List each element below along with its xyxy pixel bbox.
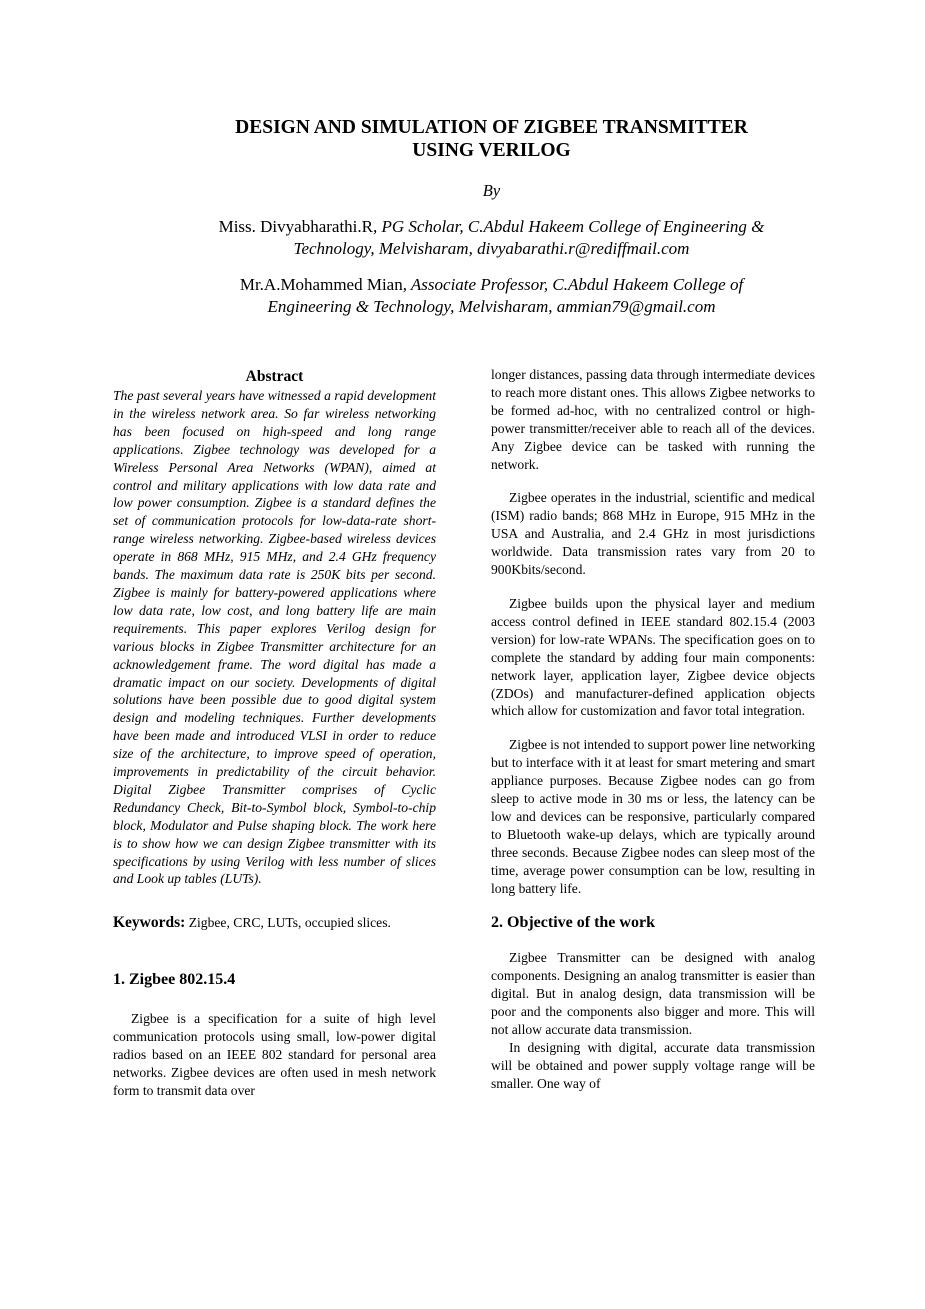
section-2-paragraph-2: In designing with digital, accurate data transmission will be obtained and power supply voltage range will be smaller. One way of bbox=[491, 1040, 815, 1091]
paper-title bbox=[0, 116, 925, 162]
keywords-label: Keywords: bbox=[113, 914, 186, 932]
abstract-text: The past several years have witnessed a rapid development in the wireless network area. So far wireless networking has been focused on high-speed and long range applications. Zigbee technology was developed for a Wireless Personal Area Networks (WPAN), aimed at control and military applications with low data rate and low power consumption. Zigbee is a standard defines the set of communication protocols for low-data-rate short-range wireless networking. Zigbee-based wireless devices operate in 868 MHz, 915 MHz, and 2.4 GHz frequency bands. The maximum data rate is 250K bits per second. Zigbee is mainly for battery-powered applications where low data rate, low cost, and long battery life are main requirements. This paper explores Verilog design for various blocks in Zigbee Transmitter architecture for an acknowledgement frame. The word digital has made a dramatic impact on our society. Developments of digital solutions have been possible due to good digital system design and modeling techniques. Further developments have been made and introduced VLSI in order to reduce size of the architecture, to improve speed of operation, improvements in predictability of the circuit behavior. Digital Zigbee Transmitter comprises of Cyclic Redundancy Check, Bit-to-Symbol block, Symbol-to-chip block, Modulator and Pulse shaping block. The work here is to show how we can design Zigbee transmitter with its specifications by using Verilog with less number of slices and Look up tables (LUTs). bbox=[113, 388, 436, 887]
section-1-body: Zigbee is a specification for a suite of high level communication protocols using small, low-power digital radios based on an IEEE 802 standard for personal area networks. Zigbee devices are often used in mesh network form to transmit data over bbox=[113, 1011, 436, 1098]
author-affiliation-1b: Technology, Melvisharam, divyabarathi.r@rediffmail.com bbox=[293, 239, 690, 258]
right-column bbox=[491, 366, 815, 1093]
left-column bbox=[113, 367, 436, 1100]
keywords-text: Zigbee, CRC, LUTs, occupied slices. bbox=[185, 915, 391, 931]
author-block-1 bbox=[0, 216, 925, 260]
section-2-paragraph-1: Zigbee Transmitter can be designed with analog components. Designing an analog transmitter is easier than digital. But in analog design, data transmission will be poor and the components also bigger and more. This will not allow accurate data transmission. bbox=[491, 950, 815, 1038]
author-affiliation-1a: , PG Scholar, C.Abdul Hakeem College of Engineering & bbox=[372, 217, 765, 236]
abstract-heading: Abstract bbox=[245, 368, 304, 385]
section-1-heading: 1. Zigbee 802.15.4 bbox=[113, 971, 236, 989]
byline: By bbox=[482, 181, 501, 200]
paragraph-ieee-standard: Zigbee builds upon the physical layer and medium access control defined in IEEE standard 802.15.4 (2003 version) for low-rate WPANs. The specification goes on to complete the standard by adding four main components: network layer, application layer, Zigbee device objects (ZDOs) and manufacturer-defined application objects which allow for customization and favor total integration. bbox=[491, 595, 815, 719]
keywords bbox=[113, 914, 436, 932]
author-affiliation-2b: Engineering & Technology, Melvisharam, ammian79@gmail.com bbox=[267, 297, 716, 316]
author-name-2: Mr.A.Mohammed Mian bbox=[239, 275, 403, 294]
paragraph-power-line: Zigbee is not intended to support power line networking but to interface with it at least for smart metering and smart appliance purposes. Because Zigbee nodes can go from sleep to active mode in 30 ms or less, the latency can be low and devices can be responsive, particularly compared to Bluetooth wake-up delays, which are typically around three seconds. Because Zigbee nodes can sleep most of the time, average power consumption can be low, resulting in long battery life. bbox=[491, 737, 815, 896]
section-2-heading: 2. Objective of the work bbox=[491, 914, 655, 932]
author-block-2 bbox=[0, 274, 925, 318]
author-affiliation-2a: , Associate Professor, C.Abdul Hakeem College of bbox=[402, 275, 744, 294]
author-name-1: Miss. Divyabharathi.R bbox=[218, 217, 373, 236]
paragraph-ism-bands: Zigbee operates in the industrial, scientific and medical (ISM) radio bands; 868 MHz in Europe, 915 MHz in the USA and Australia, and 2.4 GHz in most jurisdictions worldwide. Data transmission rates vary from 20 to 900Kbits/second. bbox=[491, 490, 815, 578]
paragraph-continued: longer distances, passing data through intermediate devices to reach more distant ones. This allows Zigbee networks to be formed ad-hoc, with no centralized control or high-power transmitter/receiver able to reach all of the devices. Any Zigbee device can be tasked with running the network. bbox=[491, 367, 815, 472]
title-line-2: USING VERILOG bbox=[412, 140, 571, 161]
title-line-1: DESIGN AND SIMULATION OF ZIGBEE TRANSMITTER bbox=[235, 117, 748, 138]
